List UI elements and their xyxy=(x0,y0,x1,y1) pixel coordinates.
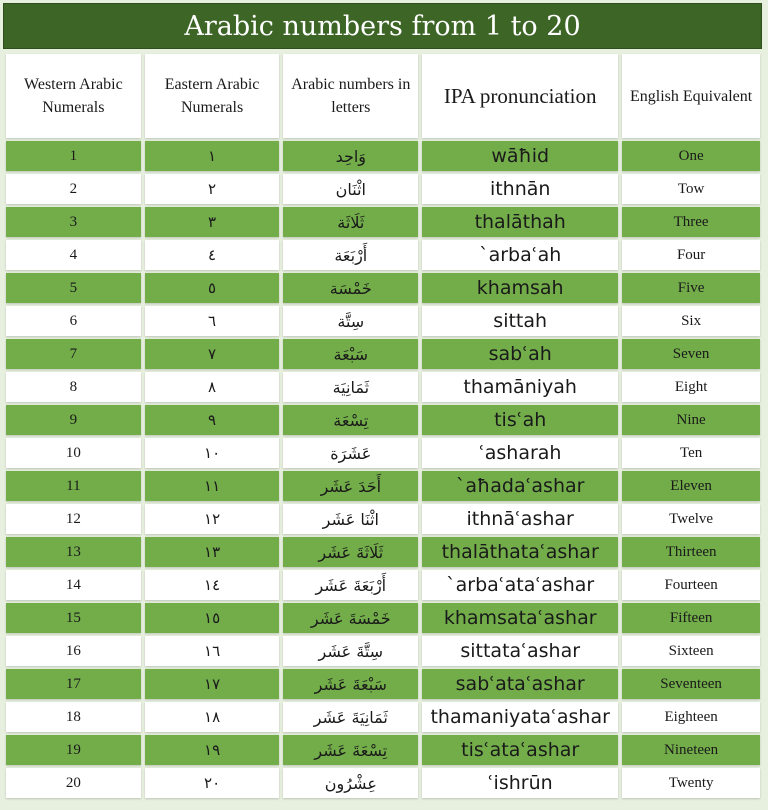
eastern-numeral-cell: ٦ xyxy=(145,306,280,336)
ipa-pronunciation-cell: ʿishrūn xyxy=(422,768,618,798)
ipa-pronunciation-cell: sittah xyxy=(422,306,618,336)
western-numeral-cell: 16 xyxy=(6,636,141,666)
english-equivalent-cell: Fifteen xyxy=(622,603,760,633)
eastern-numeral-cell: ٨ xyxy=(145,372,280,402)
arabic-letters-cell: ثَمَانِيَة xyxy=(283,372,418,402)
table-row xyxy=(6,438,760,468)
ipa-pronunciation-cell: sittataʿashar xyxy=(422,636,618,666)
ipa-pronunciation-cell: `aħadaʿashar xyxy=(422,471,618,501)
page-title: Arabic numbers from 1 to 20 xyxy=(3,3,762,49)
ipa-pronunciation-cell: thamāniyah xyxy=(422,372,618,402)
arabic-letters-cell: عِشْرُون xyxy=(283,768,418,798)
header-row xyxy=(6,54,760,138)
western-numeral-cell: 20 xyxy=(6,768,141,798)
arabic-letters-cell: اثْنَان xyxy=(283,174,418,204)
table-row xyxy=(6,768,760,798)
english-equivalent-cell: Nine xyxy=(622,405,760,435)
ipa-pronunciation-cell: tisʿah xyxy=(422,405,618,435)
ipa-pronunciation-cell: khamsataʿashar xyxy=(422,603,618,633)
table-row xyxy=(6,372,760,402)
english-equivalent-cell: Thirteen xyxy=(622,537,760,567)
eastern-numeral-cell: ٩ xyxy=(145,405,280,435)
english-equivalent-cell: Twenty xyxy=(622,768,760,798)
header-arabic-letters: Arabic numbers in letters xyxy=(283,54,418,138)
ipa-pronunciation-cell: `arbaʿah xyxy=(422,240,618,270)
western-numeral-cell: 11 xyxy=(6,471,141,501)
ipa-pronunciation-cell: tisʿataʿashar xyxy=(422,735,618,765)
english-equivalent-cell: Four xyxy=(622,240,760,270)
table-row xyxy=(6,339,760,369)
western-numeral-cell: 7 xyxy=(6,339,141,369)
arabic-letters-cell: تِسْعَةَ عَشَر xyxy=(283,735,418,765)
header-eastern-numerals: Eastern Arabic Numerals xyxy=(145,54,280,138)
ipa-pronunciation-cell: thalāthah xyxy=(422,207,618,237)
english-equivalent-cell: Three xyxy=(622,207,760,237)
ipa-pronunciation-cell: sabʿah xyxy=(422,339,618,369)
table-row xyxy=(6,405,760,435)
arabic-letters-cell: أَرْبَعَة xyxy=(283,240,418,270)
table-row xyxy=(6,141,760,171)
eastern-numeral-cell: ١٨ xyxy=(145,702,280,732)
english-equivalent-cell: Nineteen xyxy=(622,735,760,765)
eastern-numeral-cell: ١٤ xyxy=(145,570,280,600)
ipa-pronunciation-cell: `arbaʿataʿashar xyxy=(422,570,618,600)
arabic-letters-cell: سِتَّةَ عَشَر xyxy=(283,636,418,666)
eastern-numeral-cell: ١٠ xyxy=(145,438,280,468)
english-equivalent-cell: Ten xyxy=(622,438,760,468)
western-numeral-cell: 17 xyxy=(6,669,141,699)
ipa-pronunciation-cell: ithnāʿashar xyxy=(422,504,618,534)
ipa-pronunciation-cell: ʿasharah xyxy=(422,438,618,468)
eastern-numeral-cell: ٣ xyxy=(145,207,280,237)
table-row xyxy=(6,669,760,699)
english-equivalent-cell: Seventeen xyxy=(622,669,760,699)
eastern-numeral-cell: ٤ xyxy=(145,240,280,270)
arabic-letters-cell: سَبْعَة xyxy=(283,339,418,369)
english-equivalent-cell: Sixteen xyxy=(622,636,760,666)
header-ipa-pronunciation: IPA pronunciation xyxy=(422,54,618,138)
western-numeral-cell: 19 xyxy=(6,735,141,765)
ipa-pronunciation-cell: wāħid xyxy=(422,141,618,171)
eastern-numeral-cell: ١١ xyxy=(145,471,280,501)
arabic-letters-cell: سَبْعَةَ عَشَر xyxy=(283,669,418,699)
eastern-numeral-cell: ١٩ xyxy=(145,735,280,765)
table-row xyxy=(6,702,760,732)
arabic-letters-cell: وَاحِد xyxy=(283,141,418,171)
western-numeral-cell: 10 xyxy=(6,438,141,468)
arabic-letters-cell: عَشَرَة xyxy=(283,438,418,468)
western-numeral-cell: 8 xyxy=(6,372,141,402)
arabic-letters-cell: ثَلَاثَة xyxy=(283,207,418,237)
western-numeral-cell: 2 xyxy=(6,174,141,204)
english-equivalent-cell: Five xyxy=(622,273,760,303)
english-equivalent-cell: Tow xyxy=(622,174,760,204)
english-equivalent-cell: Seven xyxy=(622,339,760,369)
english-equivalent-cell: Eight xyxy=(622,372,760,402)
eastern-numeral-cell: ٥ xyxy=(145,273,280,303)
western-numeral-cell: 13 xyxy=(6,537,141,567)
arabic-letters-cell: أَرْبَعَةَ عَشَر xyxy=(283,570,418,600)
english-equivalent-cell: Twelve xyxy=(622,504,760,534)
western-numeral-cell: 18 xyxy=(6,702,141,732)
arabic-letters-cell: ثَلَاثَةَ عَشَر xyxy=(283,537,418,567)
english-equivalent-cell: Eighteen xyxy=(622,702,760,732)
table-row xyxy=(6,240,760,270)
western-numeral-cell: 15 xyxy=(6,603,141,633)
eastern-numeral-cell: ١٦ xyxy=(145,636,280,666)
ipa-pronunciation-cell: thamaniyataʿashar xyxy=(422,702,618,732)
table-row xyxy=(6,735,760,765)
arabic-letters-cell: اثْنَا عَشَر xyxy=(283,504,418,534)
western-numeral-cell: 9 xyxy=(6,405,141,435)
eastern-numeral-cell: ٧ xyxy=(145,339,280,369)
western-numeral-cell: 4 xyxy=(6,240,141,270)
western-numeral-cell: 3 xyxy=(6,207,141,237)
eastern-numeral-cell: ٢٠ xyxy=(145,768,280,798)
ipa-pronunciation-cell: thalāthataʿashar xyxy=(422,537,618,567)
table-row xyxy=(6,570,760,600)
table-row xyxy=(6,273,760,303)
table-row xyxy=(6,306,760,336)
arabic-letters-cell: خَمْسَة xyxy=(283,273,418,303)
header-english-equivalent: English Equivalent xyxy=(622,54,760,138)
western-numeral-cell: 1 xyxy=(6,141,141,171)
western-numeral-cell: 5 xyxy=(6,273,141,303)
arabic-letters-cell: خَمْسَةَ عَشَر xyxy=(283,603,418,633)
english-equivalent-cell: One xyxy=(622,141,760,171)
eastern-numeral-cell: ٢ xyxy=(145,174,280,204)
table-row xyxy=(6,504,760,534)
eastern-numeral-cell: ١٧ xyxy=(145,669,280,699)
table-body xyxy=(6,141,760,798)
eastern-numeral-cell: ١٥ xyxy=(145,603,280,633)
header-western-numerals: Western Arabic Numerals xyxy=(6,54,141,138)
ipa-pronunciation-cell: khamsah xyxy=(422,273,618,303)
table-row xyxy=(6,636,760,666)
table-row xyxy=(6,603,760,633)
arabic-letters-cell: ثَمَانِيَةَ عَشَر xyxy=(283,702,418,732)
english-equivalent-cell: Eleven xyxy=(622,471,760,501)
eastern-numeral-cell: ١٣ xyxy=(145,537,280,567)
arabic-letters-cell: أَحَدَ عَشَر xyxy=(283,471,418,501)
western-numeral-cell: 14 xyxy=(6,570,141,600)
table-row xyxy=(6,471,760,501)
table-row xyxy=(6,174,760,204)
arabic-letters-cell: سِتَّة xyxy=(283,306,418,336)
ipa-pronunciation-cell: ithnān xyxy=(422,174,618,204)
eastern-numeral-cell: ١٢ xyxy=(145,504,280,534)
eastern-numeral-cell: ١ xyxy=(145,141,280,171)
western-numeral-cell: 6 xyxy=(6,306,141,336)
western-numeral-cell: 12 xyxy=(6,504,141,534)
table-row xyxy=(6,207,760,237)
arabic-letters-cell: تِسْعَة xyxy=(283,405,418,435)
english-equivalent-cell: Six xyxy=(622,306,760,336)
ipa-pronunciation-cell: sabʿataʿashar xyxy=(422,669,618,699)
numbers-table xyxy=(2,51,764,801)
table-row xyxy=(6,537,760,567)
english-equivalent-cell: Fourteen xyxy=(622,570,760,600)
